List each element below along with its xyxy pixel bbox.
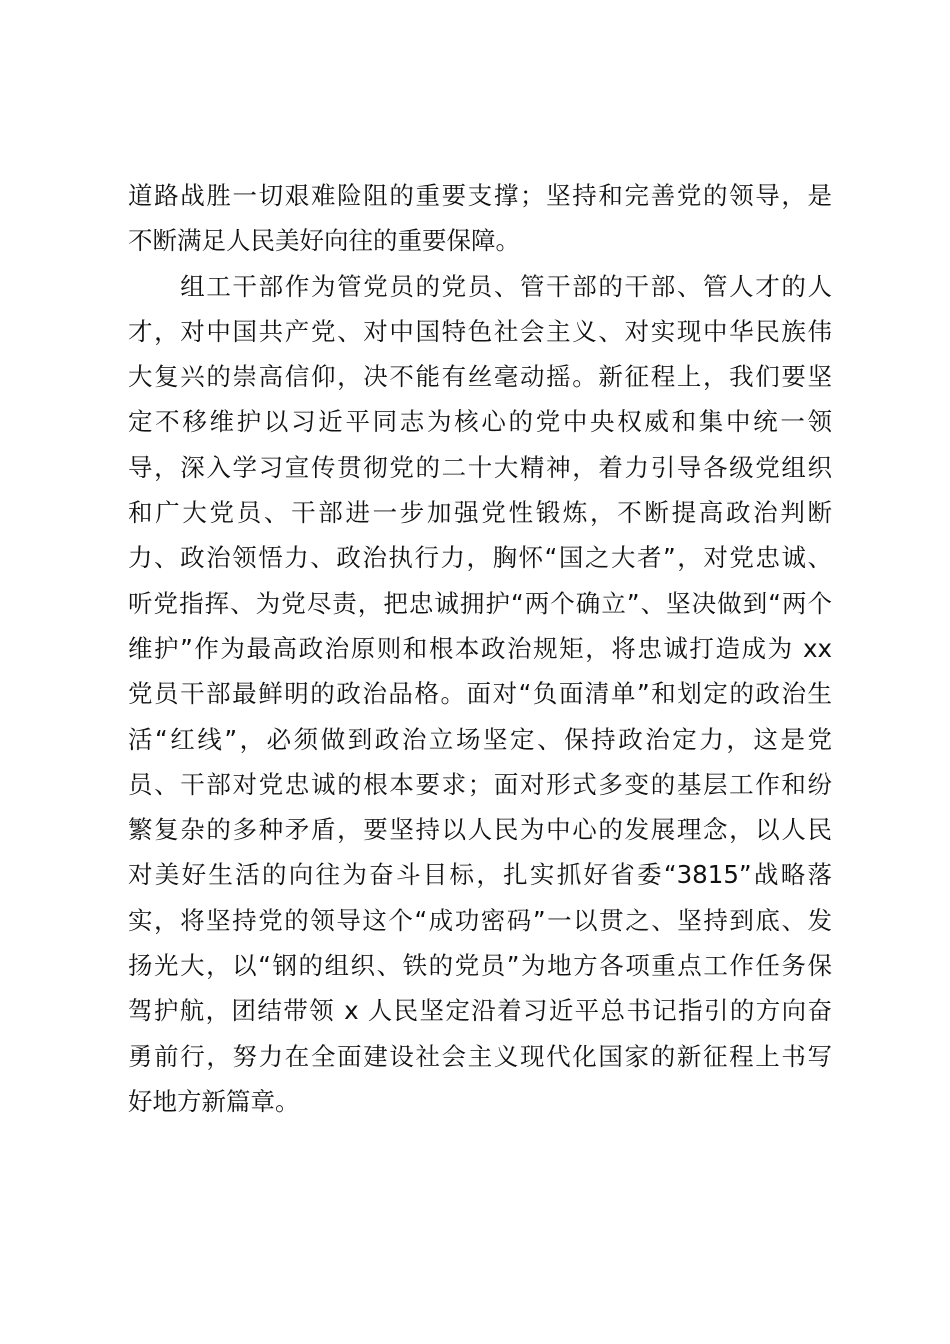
text-line: 才，对中国共产党、对中国特色社会主义、对实现中华民族伟 — [128, 316, 832, 346]
text-line: 和广大党员、干部进一步加强党性锻炼，不断提高政治判断 — [128, 498, 832, 528]
text-line: 力、政治领悟力、政治执行力，胸怀“国之大者”，对党忠诚、 — [128, 543, 832, 573]
text-line: 组工干部作为管党员的党员、管干部的干部、管人才的人 — [128, 271, 832, 301]
text-line: 对美好生活的向往为奋斗目标，扎实抓好省委“3815”战略落 — [128, 860, 832, 890]
text-line: 活“红线”，必须做到政治立场坚定、保持政治定力，这是党 — [128, 724, 832, 754]
text-line: 党员干部最鲜明的政治品格。面对“负面清单”和划定的政治生 — [128, 679, 832, 709]
body-text — [128, 173, 832, 1124]
text-line: 扬光大，以“钢的组织、铁的党员”为地方各项重点工作任务保 — [128, 951, 832, 981]
text-line: 大复兴的崇高信仰，决不能有丝毫动摇。新征程上，我们要坚 — [128, 362, 832, 392]
text-line: 驾护航，团结带领 x 人民坚定沿着习近平总书记指引的方向奋 — [128, 996, 832, 1026]
text-line: 不断满足人民美好向往的重要保障。 — [128, 226, 520, 256]
text-line: 维护”作为最高政治原则和根本政治规矩，将忠诚打造成为 xx — [128, 633, 832, 663]
text-line: 实，将坚持党的领导这个“成功密码”一以贯之、坚持到底、发 — [128, 905, 832, 935]
text-line: 好地方新篇章。 — [128, 1086, 300, 1116]
text-line: 繁复杂的多种矛盾，要坚持以人民为中心的发展理念，以人民 — [128, 815, 832, 845]
text-line: 勇前行，努力在全面建设社会主义现代化国家的新征程上书写 — [128, 1041, 832, 1071]
text-line: 导，深入学习宣传贯彻党的二十大精神，着力引导各级党组织 — [128, 452, 832, 482]
text-line: 员、干部对党忠诚的根本要求；面对形式多变的基层工作和纷 — [128, 769, 832, 799]
text-line: 定不移维护以习近平同志为核心的党中央权威和集中统一领 — [128, 407, 832, 437]
text-line: 听党指挥、为党尽责，把忠诚拥护“两个确立”、坚决做到“两个 — [128, 588, 832, 618]
text-line: 道路战胜一切艰难险阻的重要支撑；坚持和完善党的领导，是 — [128, 181, 832, 210]
